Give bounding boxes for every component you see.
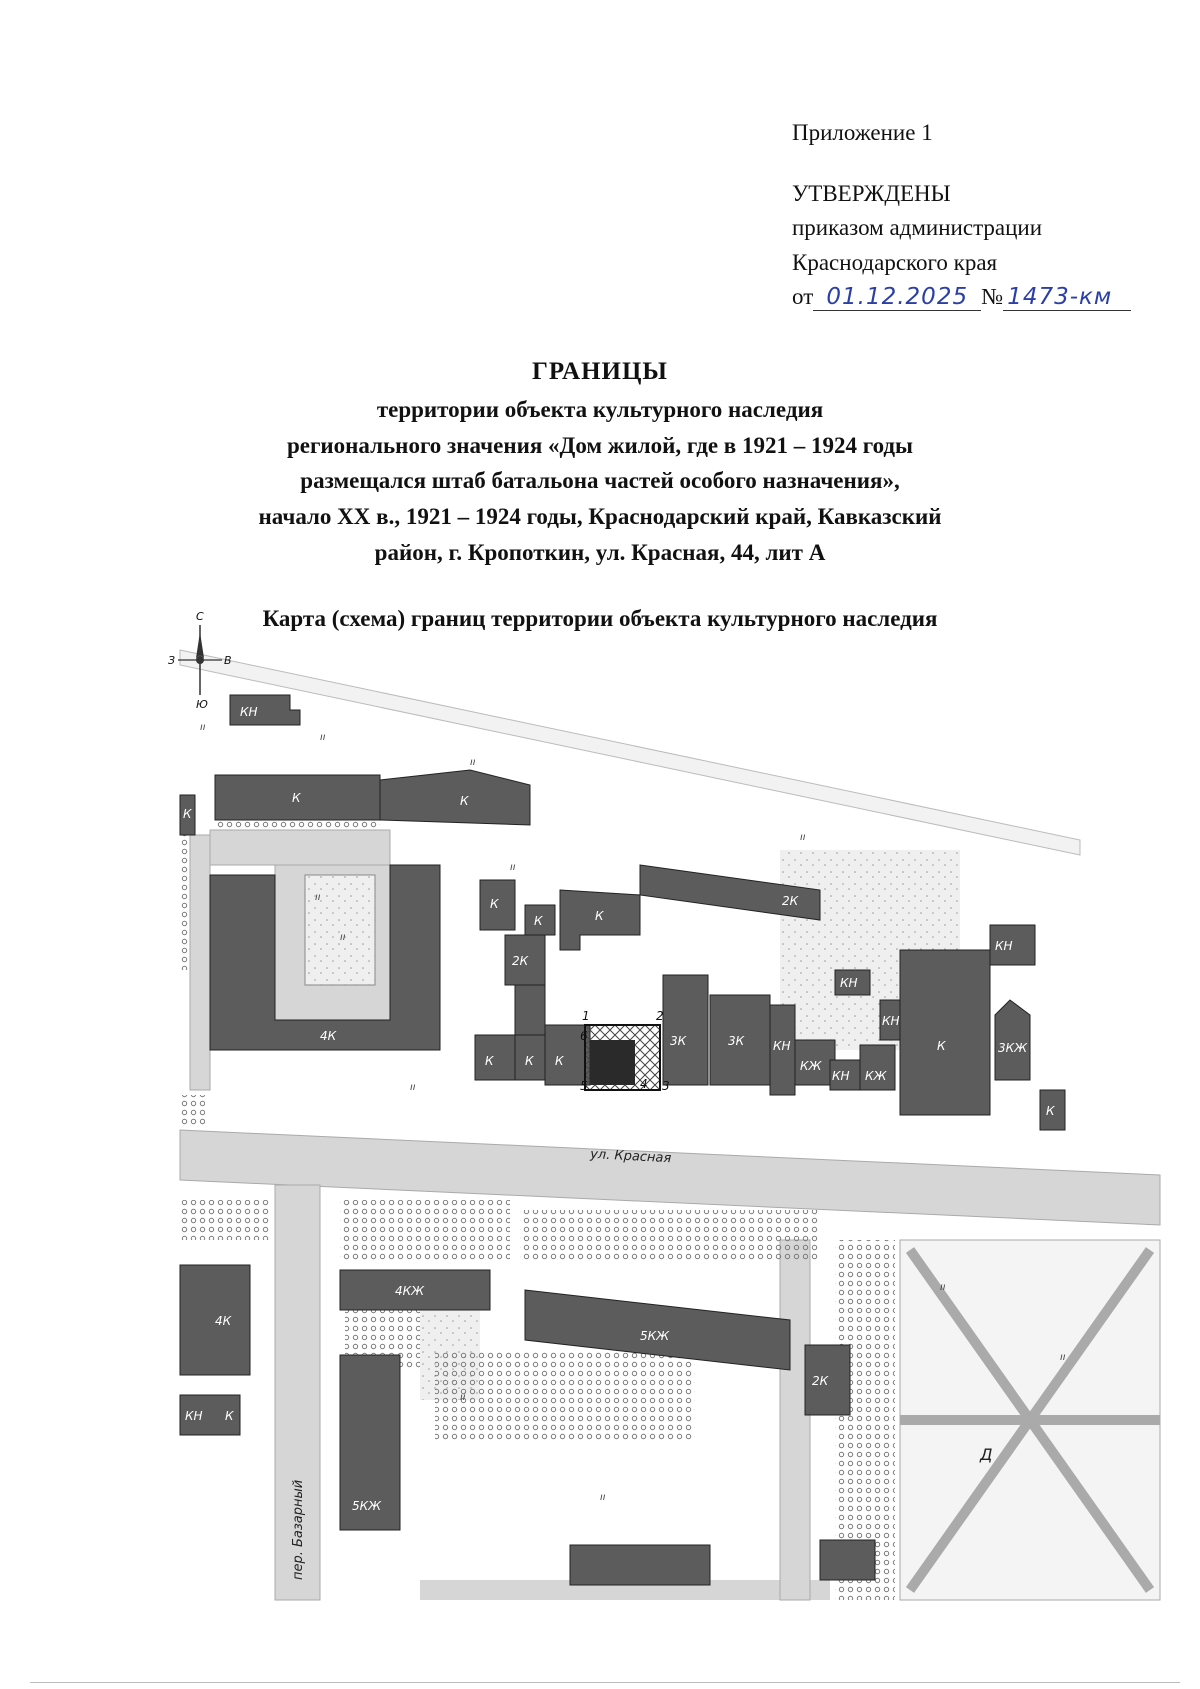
compass-west: З [168,654,176,667]
approval-block [792,116,1131,315]
point-5: 5 [580,1079,588,1093]
label-k-6: К [595,909,604,923]
label-kn-2: КН [773,1039,791,1053]
document-heading [0,358,1200,632]
street-label-bazarny: пер. Базарный [291,1479,306,1580]
heading-line-5: район, г. Кропоткин, ул. Красная, 44, лит А [374,539,826,565]
approval-line-2: Краснодарского края [792,249,998,275]
heading-line-4: начало XX в., 1921 – 1924 годы, Краснодарский край, Кавказский [258,503,942,529]
label-kn-4: КН [840,976,858,990]
label-3k-1: 3К [670,1034,687,1048]
compass [178,625,222,695]
label-2k-2: 2К [512,954,529,968]
grass-mark-11: ıı [460,1392,466,1403]
green-strip-9 [435,1350,695,1440]
label-kzh-1: КЖ [800,1059,822,1073]
grass-mark-7: ıı [800,832,806,843]
label-4k-2: 4К [215,1314,232,1328]
heading-line-3: размещался штаб батальона частей особого назначения», [300,468,900,494]
label-3kzh: 3КЖ [998,1041,1028,1055]
label-k-10: К [937,1039,946,1053]
label-kn-5: КН [882,1014,900,1028]
label-k-8: К [525,1054,534,1068]
approval-line-1: приказом администрации [792,215,1043,240]
label-4k-1: 4К [320,1029,337,1043]
order-number: 1473-км [1003,285,1131,311]
label-kn-7: КН [185,1409,203,1423]
approval-date-row [792,280,1131,315]
heading-line-2: регионального значения «Дом жилой, где в 1921 – 1924 годы [286,432,914,458]
monument-mark: Д [980,1445,993,1464]
compass-north: С [196,610,204,623]
label-k-4: К [490,897,499,911]
label-k-5: К [534,914,543,928]
grass-mark-5: ıı [340,932,346,943]
label-4kzh: 4КЖ [395,1284,425,1298]
green-strip-2 [180,830,190,970]
label-k-11: К [1046,1104,1055,1118]
label-k-3: К [183,807,192,821]
label-kzh-2: КЖ [865,1069,887,1083]
point-4: 4 [640,1077,648,1091]
label-5kzh-1: 5КЖ [640,1329,670,1343]
from-label: от [792,284,814,309]
point-6: 6 [580,1029,588,1043]
right-lower-road [780,1240,810,1600]
grass-mark-4: ıı [315,892,321,903]
label-5kzh-2: 5КЖ [352,1499,382,1513]
label-kn-1: КН [240,705,258,719]
label-k-1: К [292,791,301,805]
label-kn-6: КН [995,939,1013,953]
grass-mark-2: ıı [320,732,326,743]
label-k-9: К [555,1054,564,1068]
label-3k-2: 3К [728,1034,745,1048]
label-k-12: К [225,1409,234,1423]
compass-south: Ю [196,698,208,711]
point-2: 2 [656,1009,664,1023]
page-edge-line [30,1682,1180,1683]
inner-road-top [210,830,390,865]
grass-mark-3: ıı [470,757,476,768]
label-k-7: К [485,1054,494,1068]
grass-mark-1: ıı [200,722,206,733]
heading-line-1: территории объекта культурного наследия [376,397,824,422]
green-strip-6 [520,1210,820,1260]
map-title: Карта (схема) границ территории объекта культурного наследия [262,606,938,632]
grass-mark-6: ıı [510,862,516,873]
label-kn-3: КН [832,1069,850,1083]
number-label: № [981,284,1004,309]
left-road [190,835,210,1090]
compass-east: В [224,654,232,667]
label-2k-1: 2К [782,894,799,908]
order-date: 01.12.2025 [813,285,981,311]
street-label-krasnaya: ул. Красная [589,1147,672,1167]
green-strip-3 [180,1095,205,1125]
grass-mark-12: ıı [600,1492,606,1503]
grass-mark-8: ıı [410,1082,416,1093]
document-title: ГРАНИЦЫ [532,358,668,385]
green-strip-5 [340,1200,510,1260]
grass-mark-9: ıı [940,1282,946,1293]
label-k-2: К [460,794,469,808]
annex-label: Приложение 1 [792,120,933,145]
point-1: 1 [582,1009,590,1023]
label-2k-3: 2К [812,1374,829,1388]
heritage-object [590,1040,635,1085]
grass-mark-10: ıı [1060,1352,1066,1363]
approved-label: УТВЕРЖДЕНЫ [792,180,951,206]
point-3: 3 [662,1079,670,1093]
green-strip-4 [180,1200,270,1240]
